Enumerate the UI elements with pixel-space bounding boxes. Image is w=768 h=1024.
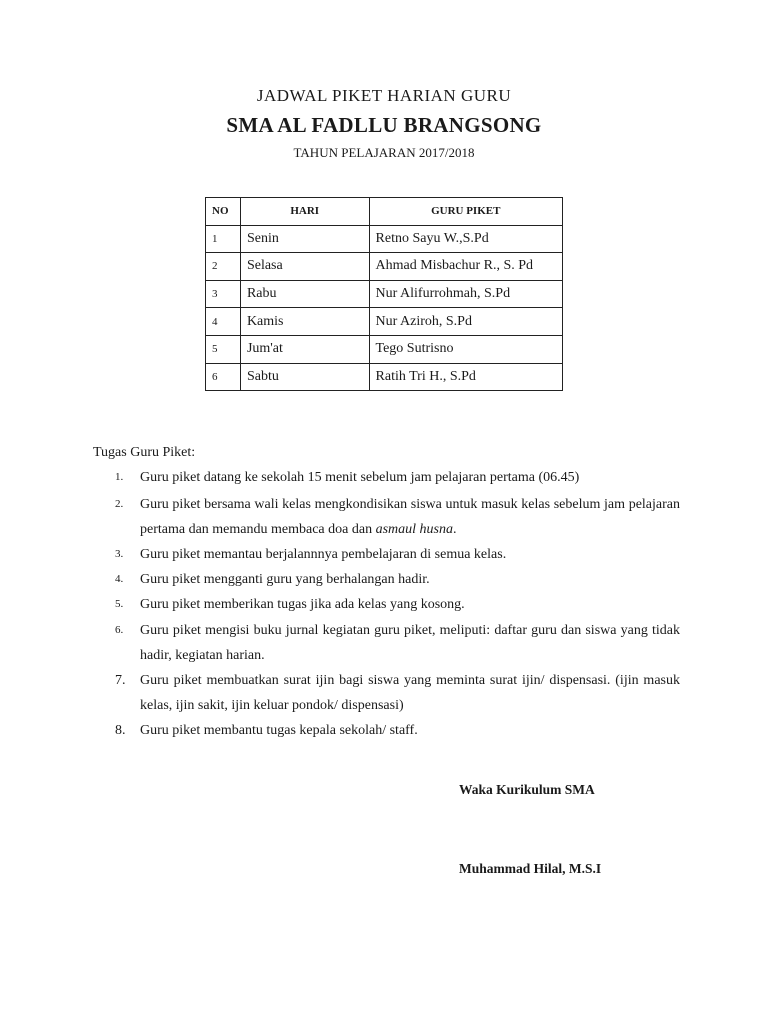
cell-hari: Jum'at [240,335,369,363]
cell-no: 4 [206,308,241,336]
signature-role: Waka Kurikulum SMA [459,782,595,797]
cell-guru: Ahmad Misbachur R., S. Pd [369,253,562,281]
cell-no: 6 [206,363,241,391]
school-name: SMA AL FADLLU BRANGSONG [226,113,542,137]
cell-no: 5 [206,335,241,363]
task-text: Guru piket memantau berjalannnya pembelajaran di semua kelas. [140,547,507,562]
academic-year: TAHUN PELAJARAN 2017/2018 [293,145,475,160]
schedule-table [205,197,563,391]
cell-hari: Selasa [240,253,369,281]
cell-guru: Ratih Tri H., S.Pd [369,363,562,391]
task-number: 1. [115,471,124,483]
task-item [115,668,680,718]
task-text: Guru piket bersama wali kelas mengkondisikan siswa untuk masuk kelas sebelum jam pelajaran pertama dan memandu membaca doa dan asmaul husna. [140,497,680,537]
cell-no: 3 [206,280,241,308]
column-header-guru-piket: GURU PIKET [369,198,562,226]
task-text: Guru piket mengisi buku jurnal kegiatan guru piket, meliputi: daftar guru dan siswa yang tidak hadir, kegiatan harian. [140,623,680,663]
cell-no: 2 [206,253,241,281]
task-number: 7. [115,673,126,688]
task-number: 3. [115,548,124,560]
document-title: JADWAL PIKET HARIAN GURU [256,86,512,105]
task-item [115,465,680,490]
task-item [115,618,680,668]
table-row [206,335,563,363]
task-item [115,567,680,592]
signature-name: Muhammad Hilal, M.S.I [459,861,602,876]
cell-hari: Senin [240,225,369,253]
task-item [115,718,680,743]
cell-guru: Tego Sutrisno [369,335,562,363]
table-row [206,308,563,336]
table-row [206,225,563,253]
task-number: 5. [115,598,124,610]
task-number: 4. [115,573,124,585]
cell-hari: Kamis [240,308,369,336]
task-item [115,492,680,542]
task-number: 6. [115,624,124,636]
task-number: 2. [115,498,124,510]
italic-term: asmaul husna [375,522,453,537]
task-text: Guru piket membuatkan surat ijin bagi siswa yang meminta surat ijin/ dispensasi. (ijin masuk kelas, ijin sakit, ijin keluar pondok/ dispensasi) [140,673,680,713]
cell-hari: Rabu [240,280,369,308]
cell-guru: Retno Sayu W.,S.Pd [369,225,562,253]
cell-hari: Sabtu [240,363,369,391]
table-row [206,280,563,308]
task-text: Guru piket mengganti guru yang berhalangan hadir. [140,572,430,587]
cell-no: 1 [206,225,241,253]
task-item [115,542,680,567]
cell-guru: Nur Alifurrohmah, S.Pd [369,280,562,308]
task-number: 8. [115,723,126,738]
task-item [115,592,680,617]
column-header-hari: HARI [240,198,369,226]
task-text: Guru piket membantu tugas kepala sekolah/ staff. [140,723,418,738]
task-text: Guru piket datang ke sekolah 15 menit sebelum jam pelajaran pertama (06.45) [140,470,580,485]
column-header-no: NO [206,198,241,226]
task-text: Guru piket memberikan tugas jika ada kelas yang kosong. [140,597,465,612]
tasks-heading: Tugas Guru Piket: [93,445,196,460]
table-header-row [206,198,563,226]
table-row [206,363,563,391]
cell-guru: Nur Aziroh, S.Pd [369,308,562,336]
table-row [206,253,563,281]
